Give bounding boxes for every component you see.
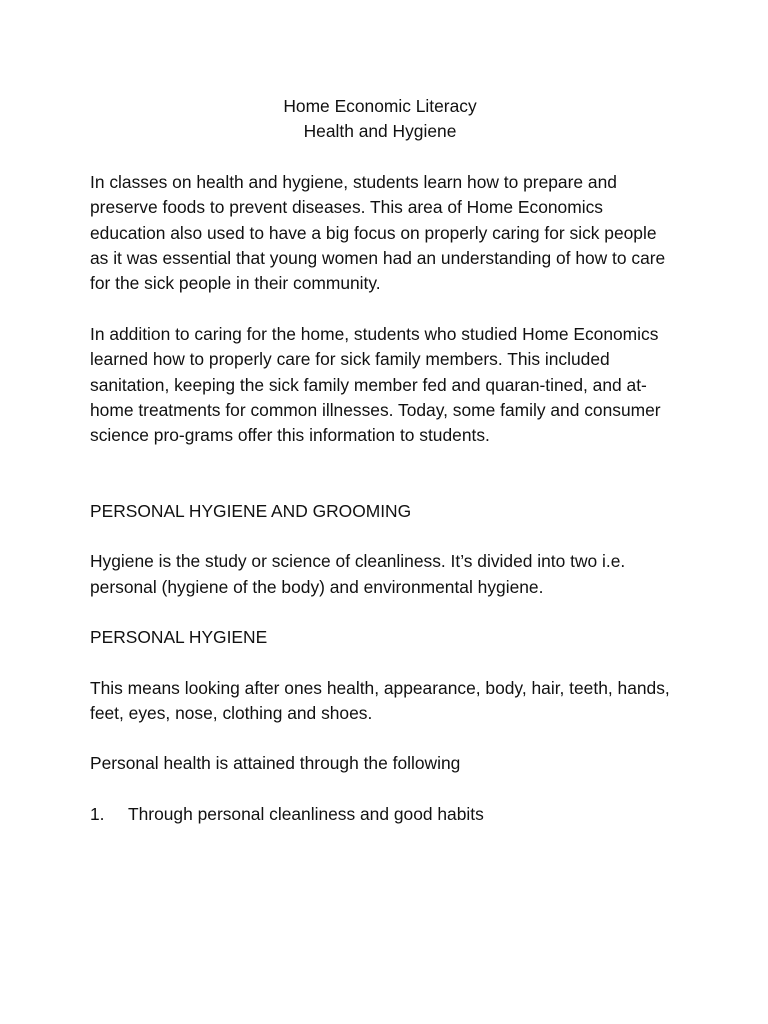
list-item [90, 802, 670, 827]
title-line-2: Health and Hygiene [303, 121, 457, 142]
section-heading-personal-hygiene-grooming: PERSONAL HYGIENE AND GROOMING [90, 500, 412, 521]
paragraph-hygiene-definition: Hygiene is the study or science of cleanliness. It’s divided into two i.e. personal (hygiene of the body) and environmental hygiene. [90, 551, 626, 597]
section-heading-personal-hygiene: PERSONAL HYGIENE [90, 627, 268, 648]
document-title [90, 94, 670, 145]
list-item-number: 1. [90, 803, 105, 824]
paragraph-caring-for-sick: In addition to caring for the home, students who studied Home Economics learned how to properly care for sick family members. This included sanitation, keeping the sick family member fed and quaran-tined, and at-home treatments for common illnesses. Today, some family and consumer science pro-grams offer this information to students. [90, 323, 661, 446]
paragraph-personal-hygiene-meaning: This means looking after ones health, appearance, body, hair, teeth, hands, feet, eyes, nose, clothing and shoes. [90, 677, 670, 723]
title-line-1: Home Economic Literacy [283, 96, 477, 116]
numbered-list [90, 802, 670, 827]
paragraph-health-hygiene-intro: In classes on health and hygiene, students learn how to prepare and preserve foods to prevent diseases. This area of Home Economics education also used to have a big focus on properly caring for sick people as it was essential that young women had an understanding of how to care for the sick people in their community. [90, 171, 666, 294]
document-body [90, 94, 670, 827]
list-item-text: Through personal cleanliness and good habits [128, 803, 484, 824]
paragraph-personal-health-attained: Personal health is attained through the following [90, 753, 461, 774]
